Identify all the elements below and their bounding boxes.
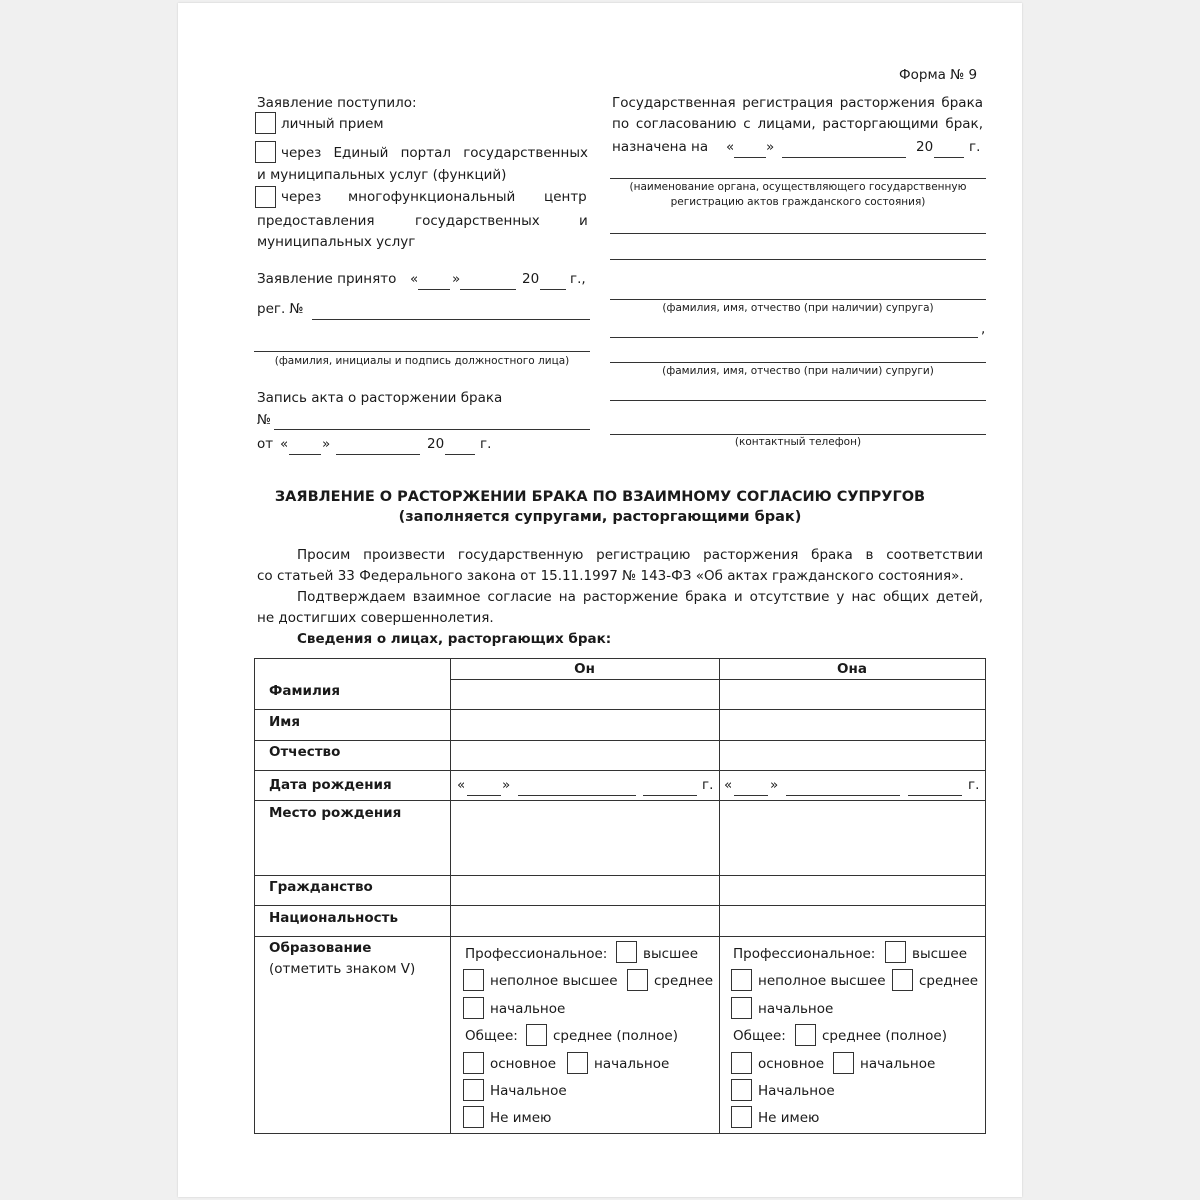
paragraph2-line1: Подтверждаем взаимное согласие на расторжение брака и отсутствие у нас общих детей, xyxy=(297,589,983,605)
she-edu-incomplete-higher: неполное высшее xyxy=(758,973,886,989)
she-date-day-line[interactable] xyxy=(734,795,768,796)
row-label-birth-date: Дата рождения xyxy=(269,777,392,793)
document-page xyxy=(178,3,1022,1197)
official-caption: (фамилия, инициалы и подпись должностного лица) xyxy=(274,355,570,367)
she-edu-secondary: среднее xyxy=(919,973,979,989)
she-checkbox-general-primary[interactable] xyxy=(833,1052,854,1074)
registration-line2: по согласованию с лицами, расторгающими брак, xyxy=(612,116,983,132)
she-date-month-line[interactable] xyxy=(786,795,900,796)
accepted-month-line[interactable] xyxy=(460,289,516,290)
record-number-line[interactable] xyxy=(274,429,590,430)
she-checkbox-initial[interactable] xyxy=(731,1079,752,1101)
table-border-right xyxy=(985,658,986,1134)
she-checkbox-primary[interactable] xyxy=(731,997,752,1019)
paragraph1-line1: Просим произвести государственную регистрацию расторжения брака в соответствии xyxy=(297,547,983,563)
record-year-suffix: г. xyxy=(480,436,492,452)
reg-number-line[interactable] xyxy=(312,319,590,320)
she-edu-none: Не имею xyxy=(758,1110,820,1126)
he-edu-general: Общее: xyxy=(465,1028,518,1044)
organ-line[interactable] xyxy=(610,178,986,179)
accepted-label: Заявление принято xyxy=(257,271,397,287)
husband-extra-line[interactable] xyxy=(610,337,978,338)
option-unified-portal-line2: и муниципальных услуг (функций) xyxy=(257,167,507,183)
she-checkbox-basic[interactable] xyxy=(731,1052,752,1074)
document-title: ЗАЯВЛЕНИЕ О РАСТОРЖЕНИИ БРАКА ПО ВЗАИМНОМУ СОГЛАСИЮ СУПРУГОВ xyxy=(274,489,926,505)
he-edu-higher: высшее xyxy=(643,946,699,962)
registration-month-line[interactable] xyxy=(782,157,906,158)
he-date-day-line[interactable] xyxy=(467,795,501,796)
he-date-year-suffix: г. xyxy=(702,777,714,793)
blank-line-1[interactable] xyxy=(610,233,986,234)
organ-caption-2: регистрацию актов гражданского состояния) xyxy=(670,196,926,208)
he-checkbox-general-primary[interactable] xyxy=(567,1052,588,1074)
she-checkbox-none[interactable] xyxy=(731,1106,752,1128)
document-subtitle: (заполняется супругами, расторгающими брак) xyxy=(398,509,802,525)
accepted-quote-close: » xyxy=(452,271,461,287)
persons-heading: Сведения о лицах, расторгающих брак: xyxy=(297,631,612,647)
accepted-quote-open: « xyxy=(410,271,419,287)
option-unified-portal-line1: через Единый портал государственных xyxy=(281,145,588,161)
registration-line1: Государственная регистрация расторжения брака xyxy=(612,95,983,111)
option-mfc-l2-word3: и xyxy=(579,213,588,229)
registration-year-line[interactable] xyxy=(934,157,964,158)
accepted-day-line[interactable] xyxy=(418,289,450,290)
table-col-divider-2 xyxy=(719,658,720,1134)
he-edu-primary: начальное xyxy=(490,1001,566,1017)
record-month-line[interactable] xyxy=(336,454,420,455)
record-number-label: № xyxy=(257,412,272,428)
he-edu-secondary: среднее xyxy=(654,973,714,989)
option-mfc-line3: муниципальных услуг xyxy=(257,234,416,250)
he-edu-none: Не имею xyxy=(490,1110,552,1126)
received-title: Заявление поступило: xyxy=(257,95,417,111)
row-label-nationality: Национальность xyxy=(269,910,398,926)
he-checkbox-incomplete-higher[interactable] xyxy=(463,969,484,991)
accepted-year-suffix: г., xyxy=(570,271,586,287)
table-row-line xyxy=(254,936,986,937)
table-border-bottom xyxy=(254,1133,986,1134)
she-edu-initial: Начальное xyxy=(758,1083,835,1099)
option-personal-visit: личный прием xyxy=(281,116,384,132)
record-year-prefix: 20 xyxy=(427,436,445,452)
registration-quote-open: « xyxy=(726,139,735,155)
registration-year-suffix: г. xyxy=(969,139,981,155)
he-date-quote-open: « xyxy=(457,777,466,793)
registration-year-prefix: 20 xyxy=(916,139,934,155)
she-edu-general: Общее: xyxy=(733,1028,786,1044)
she-edu-secondary-full: среднее (полное) xyxy=(822,1028,948,1044)
she-edu-professional: Профессиональное: xyxy=(733,946,876,962)
col-header-he: Он xyxy=(574,661,595,677)
accepted-year-prefix: 20 xyxy=(522,271,540,287)
he-date-month-line[interactable] xyxy=(518,795,636,796)
form-number: Форма № 9 xyxy=(899,67,978,83)
table-row-line xyxy=(254,740,986,741)
accepted-year-line[interactable] xyxy=(540,289,566,290)
he-edu-secondary-full: среднее (полное) xyxy=(553,1028,679,1044)
he-checkbox-initial[interactable] xyxy=(463,1079,484,1101)
option-mfc-word3: центр xyxy=(544,189,587,205)
option-mfc-l2-word2: государственных xyxy=(415,213,540,229)
registration-day-line[interactable] xyxy=(734,157,766,158)
checkbox-personal-visit[interactable] xyxy=(255,112,276,134)
record-from-label: от xyxy=(257,436,274,452)
table-row-line xyxy=(254,800,986,801)
she-checkbox-secondary[interactable] xyxy=(892,969,913,991)
she-edu-higher: высшее xyxy=(912,946,968,962)
record-year-line[interactable] xyxy=(445,454,475,455)
blank-line-2[interactable] xyxy=(610,259,986,260)
he-checkbox-secondary[interactable] xyxy=(627,969,648,991)
he-checkbox-primary[interactable] xyxy=(463,997,484,1019)
wife-caption: (фамилия, имя, отчество (при наличии) супруги) xyxy=(662,365,934,377)
he-edu-general-primary: начальное xyxy=(594,1056,670,1072)
she-checkbox-secondary-full[interactable] xyxy=(795,1024,816,1046)
table-col-divider-1 xyxy=(450,658,451,1134)
he-edu-professional: Профессиональное: xyxy=(465,946,608,962)
paragraph2-line2: не достигших совершеннолетия. xyxy=(257,610,494,626)
row-label-education: Образование xyxy=(269,940,372,956)
table-row-line xyxy=(254,770,986,771)
table-row-line xyxy=(254,875,986,876)
comma: , xyxy=(981,321,986,337)
phone-caption: (контактный телефон) xyxy=(734,436,862,448)
she-checkbox-higher[interactable] xyxy=(885,941,906,963)
option-mfc-word1: через xyxy=(281,189,322,205)
she-edu-primary: начальное xyxy=(758,1001,834,1017)
registration-line3: назначена на xyxy=(612,139,709,155)
husband-name-line[interactable] xyxy=(610,299,986,300)
he-date-quote-close: » xyxy=(502,777,511,793)
checkbox-mfc[interactable] xyxy=(255,186,276,208)
row-label-education-note: (отметить знаком V) xyxy=(269,961,416,977)
row-label-citizenship: Гражданство xyxy=(269,879,373,895)
table-border-left xyxy=(254,658,255,1134)
wife-name-line[interactable] xyxy=(610,362,986,363)
record-quote-close: » xyxy=(322,436,331,452)
he-date-year-line[interactable] xyxy=(643,795,697,796)
row-label-birth-place: Место рождения xyxy=(269,805,402,821)
he-edu-initial: Начальное xyxy=(490,1083,567,1099)
row-label-surname: Фамилия xyxy=(269,683,341,699)
he-checkbox-higher[interactable] xyxy=(616,941,637,963)
table-row-line xyxy=(254,905,986,906)
row-label-name: Имя xyxy=(269,714,301,730)
table-row-line xyxy=(254,709,986,710)
table-border-top xyxy=(254,658,986,659)
she-date-year-line[interactable] xyxy=(908,795,962,796)
he-checkbox-secondary-full[interactable] xyxy=(526,1024,547,1046)
husband-caption: (фамилия, имя, отчество (при наличии) супруга) xyxy=(662,302,934,314)
record-quote-open: « xyxy=(280,436,289,452)
reg-number-label: рег. № xyxy=(257,301,304,317)
organ-caption-1: (наименование органа, осуществляющего государственную xyxy=(629,181,967,193)
phone-line[interactable] xyxy=(610,434,986,435)
checkbox-unified-portal[interactable] xyxy=(255,141,276,163)
record-day-line[interactable] xyxy=(289,454,321,455)
she-date-quote-open: « xyxy=(724,777,733,793)
he-checkbox-basic[interactable] xyxy=(463,1052,484,1074)
col-header-she: Она xyxy=(837,661,867,677)
blank-line-3[interactable] xyxy=(610,400,986,401)
she-edu-general-primary: начальное xyxy=(860,1056,936,1072)
he-edu-incomplete-higher: неполное высшее xyxy=(490,973,618,989)
she-date-year-suffix: г. xyxy=(968,777,980,793)
official-signature-line[interactable] xyxy=(254,351,590,352)
table-header-divider xyxy=(450,679,986,680)
he-checkbox-none[interactable] xyxy=(463,1106,484,1128)
she-checkbox-incomplete-higher[interactable] xyxy=(731,969,752,991)
row-label-patronymic: Отчество xyxy=(269,744,341,760)
option-mfc-l2-word1: предоставления xyxy=(257,213,375,229)
record-line1: Запись акта о расторжении брака xyxy=(257,390,503,406)
registration-quote-close: » xyxy=(766,139,775,155)
option-mfc-word2: многофункциональный xyxy=(348,189,516,205)
he-edu-basic: основное xyxy=(490,1056,557,1072)
she-edu-basic: основное xyxy=(758,1056,825,1072)
she-date-quote-close: » xyxy=(770,777,779,793)
paragraph1-line2: со статьей 33 Федерального закона от 15.11.1997 № 143-ФЗ «Об актах гражданского состояния». xyxy=(257,568,964,584)
